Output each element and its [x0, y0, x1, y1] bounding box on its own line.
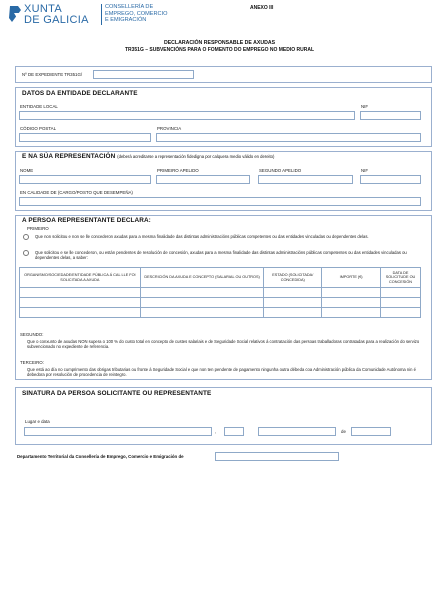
table-header-row [20, 268, 421, 288]
table-cell[interactable] [264, 288, 322, 298]
logo-divider [101, 4, 102, 25]
axudas-table [19, 267, 421, 318]
segundo-text: Que o conxunto de axudas NON supera o 100 % do custo total en concepto de custes salariais e de Seguridade Social relativos á contratación das persoas traballadoras contratadas para a realización do servizo subvencionado no expediente de referencia. [27, 339, 420, 349]
table-cell[interactable] [20, 298, 141, 308]
table-header-data: DATA DE SOLICITUDE OU CONCESIÓN [381, 268, 421, 288]
option1-text: Que non solicitou e non se lle concederon axudas para a mesma finalidade das distintas administracións públicas competentes ou das entidades vinculadas ou dependentes delas. [35, 234, 369, 239]
provincia-label: PROVINCIA [157, 126, 182, 131]
representacion-nif-field[interactable] [360, 175, 421, 184]
table-cell[interactable] [322, 288, 381, 298]
form-title: DECLARACIÓN RESPONSABLE DE AXUDAS [163, 40, 276, 46]
calidade-label: EN CALIDADE DE (CARGO/POSTO QUE DESEMPEÑA) [20, 190, 133, 195]
entidade-local-field[interactable] [19, 111, 355, 120]
expediente-field[interactable] [93, 70, 194, 79]
table-cell[interactable] [20, 288, 141, 298]
entidade-nif-field[interactable] [360, 111, 421, 120]
year-field[interactable] [351, 427, 391, 436]
lugar-data-label: Lugar e data [25, 419, 50, 424]
segundo-label: SEGUNDO: [20, 332, 44, 337]
codigo-postal-field[interactable] [19, 133, 151, 142]
entidade-local-label: ENTIDADE LOCAL [20, 104, 58, 109]
consellaria-line2: EMPREGO, COMERCIO [105, 10, 168, 17]
table-cell[interactable] [264, 308, 322, 318]
sinatura-title: SINATURA DA PERSOA SOLICITANTE OU REPRESENTANTE [22, 390, 212, 397]
provincia-field[interactable] [156, 133, 421, 142]
segundo-apelido-field[interactable] [258, 175, 353, 184]
primeiro-apelido-field[interactable] [156, 175, 250, 184]
table-row [20, 308, 421, 318]
table-cell[interactable] [140, 288, 264, 298]
terceiro-text: Que está ao día no cumprimento das obrigas tributarias ou fronte á Seguridade Social e que non ten pendente de pagamento ningunha outra débeda coa Administración pública da Comunidade Autónoma nin é debedora por resolución de procedencia de reintegro. [27, 367, 417, 377]
representacion-nif-label: NIF [361, 168, 369, 173]
table-cell[interactable] [140, 308, 264, 318]
comma-separator: , [215, 429, 217, 434]
codigo-postal-label: CÓDIGO POSTAL [20, 126, 57, 131]
nome-field[interactable] [19, 175, 151, 184]
representacion-title-text: E NA SÚA REPRESENTACIÓN [22, 153, 116, 160]
consellaria-line3: E EMIGRACIÓN [105, 17, 147, 23]
table-cell[interactable] [381, 308, 421, 318]
option2-text: Que solicitou e se lle concederon, ou están pendentes de resolución de concesión, axudas para a mesma finalidade das distintas administracións públicas competentes ou das entidades vinculadas ou dependentes delas, a saber: [35, 250, 407, 260]
primeiro-apelido-label: PRIMEIRO APELIDO [157, 168, 199, 173]
departamento-field[interactable] [215, 452, 339, 461]
option1-radio[interactable] [23, 234, 29, 240]
expediente-label: Nº DE EXPEDIENTE TR351G/ [22, 72, 83, 77]
table-cell[interactable] [322, 298, 381, 308]
table-header-estado: ESTADO (SOLICITADA/ CONCEDIDA) [264, 268, 322, 288]
logo-line2: DE GALICIA [24, 14, 89, 26]
option2-radio[interactable] [23, 250, 29, 256]
table-cell[interactable] [322, 308, 381, 318]
representacion-title [22, 153, 274, 161]
table-header-importe: IMPORTE (€) [322, 268, 381, 288]
entidade-title: DATOS DA ENTIDADE DECLARANTE [22, 90, 138, 97]
calidade-field[interactable] [19, 197, 421, 206]
lugar-field[interactable] [24, 427, 212, 436]
annex-label: ANEXO III [250, 5, 274, 11]
de-label-2: de [341, 429, 346, 434]
logo-line1: XUNTA [24, 3, 62, 15]
entidade-nif-label: NIF [361, 104, 369, 109]
day-field[interactable] [224, 427, 244, 436]
primeiro-label: PRIMEIRO [27, 226, 49, 231]
nome-label: NOME [20, 168, 34, 173]
table-row [20, 298, 421, 308]
month-field[interactable] [258, 427, 336, 436]
form-subtitle: TR351G – SUBVENCIÓNS PARA O FOMENTO DO EMPREGO NO MEDIO RURAL [124, 47, 315, 53]
declara-title: A PERSOA REPRESENTANTE DECLARA: [22, 217, 151, 224]
table-header-descricion: DESCRICIÓN DA AXUDA E CONCEPTO (SALARIAL OU OUTROS) [140, 268, 264, 288]
table-cell[interactable] [264, 298, 322, 308]
table-cell[interactable] [381, 298, 421, 308]
table-row [20, 288, 421, 298]
table-cell[interactable] [381, 288, 421, 298]
table-cell[interactable] [20, 308, 141, 318]
table-header-organismo: ORGANISMO/SOCIEDADE/ENTIDADE PÚBLICA Á CAL LLE FOI SOLICITADA A AXUDA [20, 268, 141, 288]
departamento-label: Departamento Territorial da Consellería de Emprego, Comercio e Emigración de [17, 454, 184, 459]
table-cell[interactable] [140, 298, 264, 308]
terceiro-label: TERCEIRO: [20, 360, 44, 365]
segundo-apelido-label: SEGUNDO APELIDO [259, 168, 302, 173]
representacion-note: (deberá acreditarse a representación fidedigna por calquera medio válido en dereito) [117, 154, 275, 159]
consellaria-line1: CONSELLERÍA DE [105, 4, 154, 10]
xunta-logo-icon [8, 4, 22, 24]
